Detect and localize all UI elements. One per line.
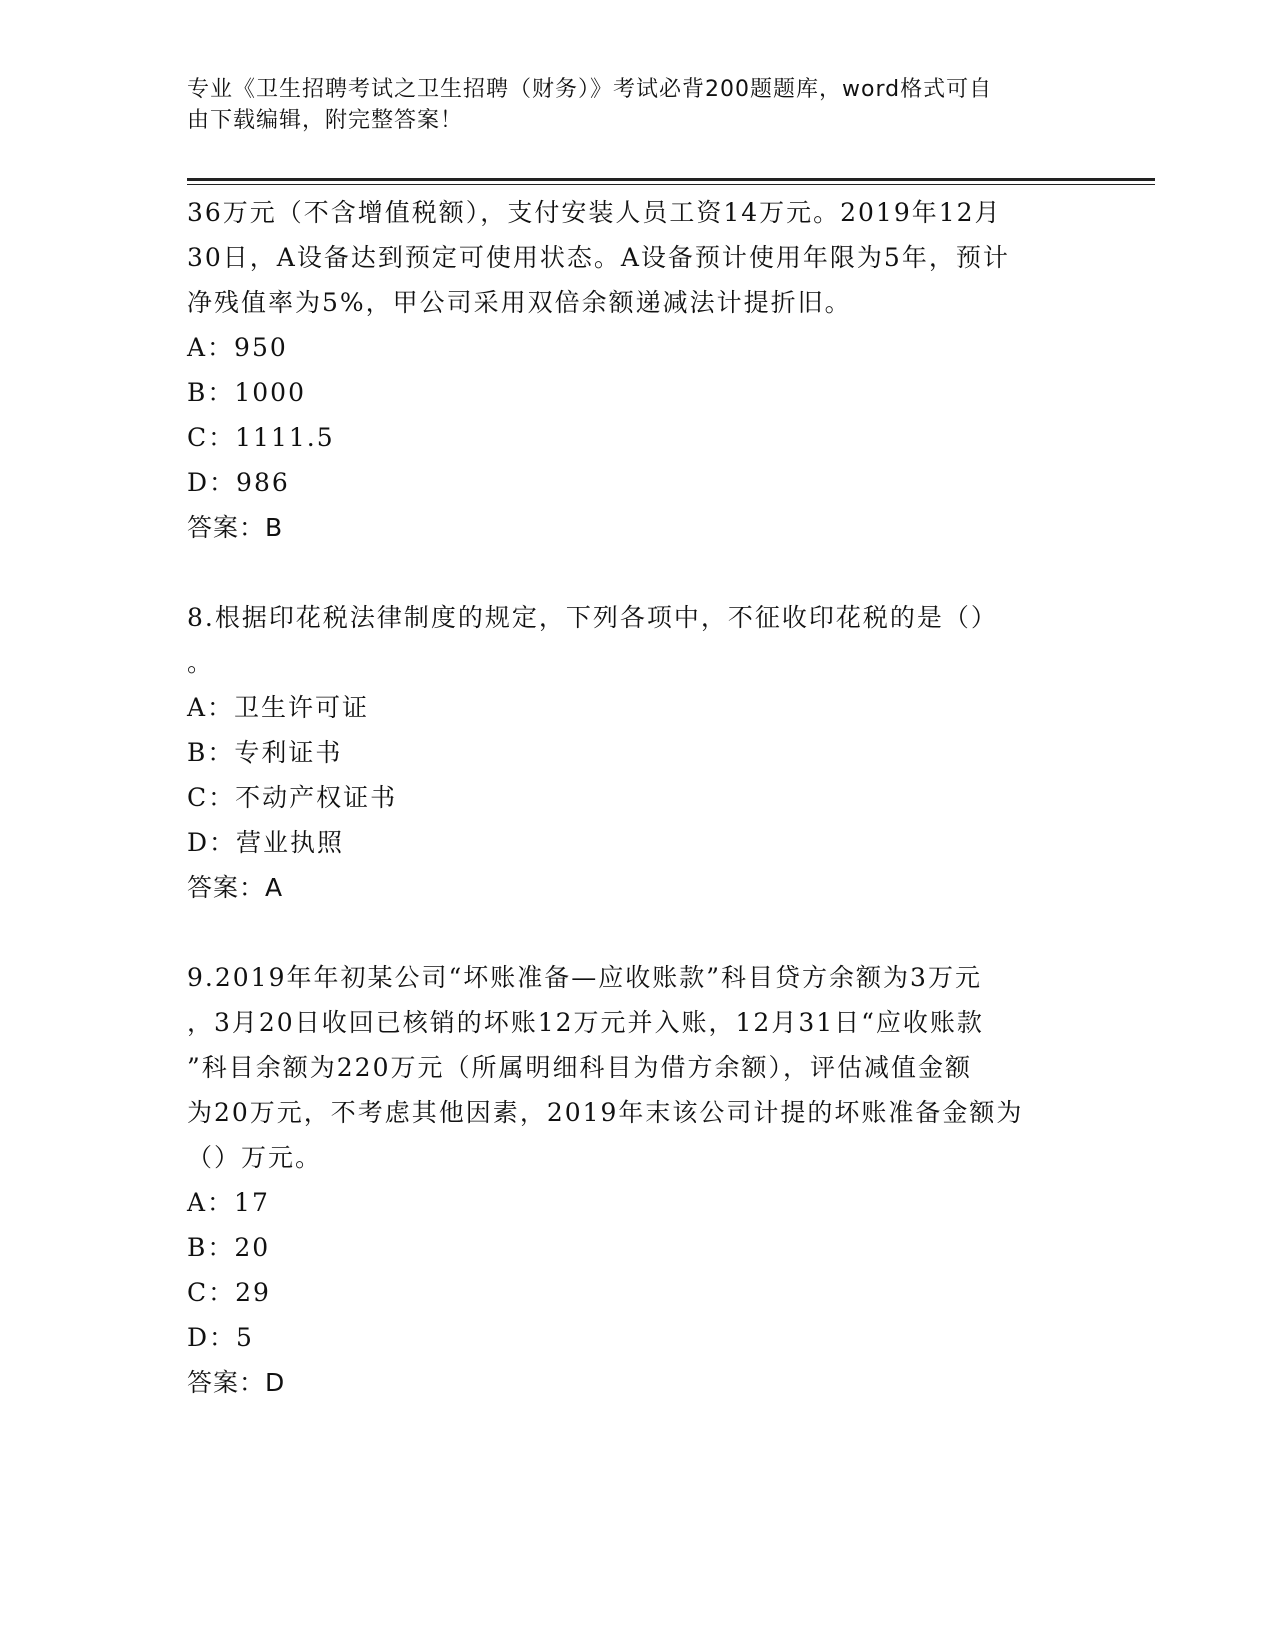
- question-8: [187, 595, 1087, 910]
- header-line-1: 专业《卫生招聘考试之卫生招聘（财务）》考试必背200题题库，word格式可自: [187, 77, 993, 102]
- answer-label: 答案：A: [187, 873, 284, 902]
- question-text-line: 为20万元，不考虑其他因素，2019年末该公司计提的坏账准备金额为: [187, 1098, 1024, 1127]
- option-d: D：5: [187, 1323, 254, 1352]
- document-body: [187, 190, 1087, 1405]
- option-c: C：不动产权证书: [187, 783, 398, 812]
- answer-label: 答案：B: [187, 513, 284, 542]
- option-c: C：1111.5: [187, 423, 335, 452]
- option-a: A：17: [187, 1188, 270, 1217]
- question-text-line: 8.根据印花税法律制度的规定，下列各项中，不征收印花税的是（）: [187, 603, 998, 632]
- question-7-tail: [187, 190, 1087, 550]
- question-text-line: （）万元。: [187, 1143, 323, 1172]
- question-text-line: ，3月20日收回已核销的坏账12万元并入账，12月31日“应收账款: [187, 1008, 984, 1037]
- option-a: A：卫生许可证: [187, 693, 370, 722]
- document-header: [187, 74, 1067, 136]
- option-b: B：20: [187, 1233, 271, 1262]
- spacer: [187, 550, 1087, 595]
- question-text-line: 9.2019年年初某公司“坏账准备—应收账款”科目贷方余额为3万元: [187, 963, 982, 992]
- question-9: [187, 955, 1087, 1405]
- question-text-line: 净残值率为5%，甲公司采用双倍余额递减法计提折旧。: [187, 288, 852, 317]
- option-d: D：营业执照: [187, 828, 345, 857]
- option-b: B：专利证书: [187, 738, 343, 767]
- question-text-line: 。: [187, 648, 215, 677]
- spacer: [187, 910, 1087, 955]
- option-c: C：29: [187, 1278, 271, 1307]
- header-line-2: 由下载编辑，附完整答案！: [187, 108, 464, 133]
- header-divider-thick: [187, 178, 1155, 181]
- header-divider-thin: [187, 184, 1155, 185]
- option-b: B：1000: [187, 378, 306, 407]
- question-text-line: 36万元（不含增值税额），支付安装人员工资14万元。2019年12月: [187, 198, 1002, 227]
- question-text-line: 30日，A设备达到预定可使用状态。A设备预计使用年限为5年，预计: [187, 243, 1010, 272]
- answer-label: 答案：D: [187, 1368, 286, 1397]
- option-d: D：986: [187, 468, 290, 497]
- question-text-line: ”科目余额为220万元（所属明细科目为借方余额），评估减值金额: [187, 1053, 973, 1082]
- option-a: A：950: [187, 333, 288, 362]
